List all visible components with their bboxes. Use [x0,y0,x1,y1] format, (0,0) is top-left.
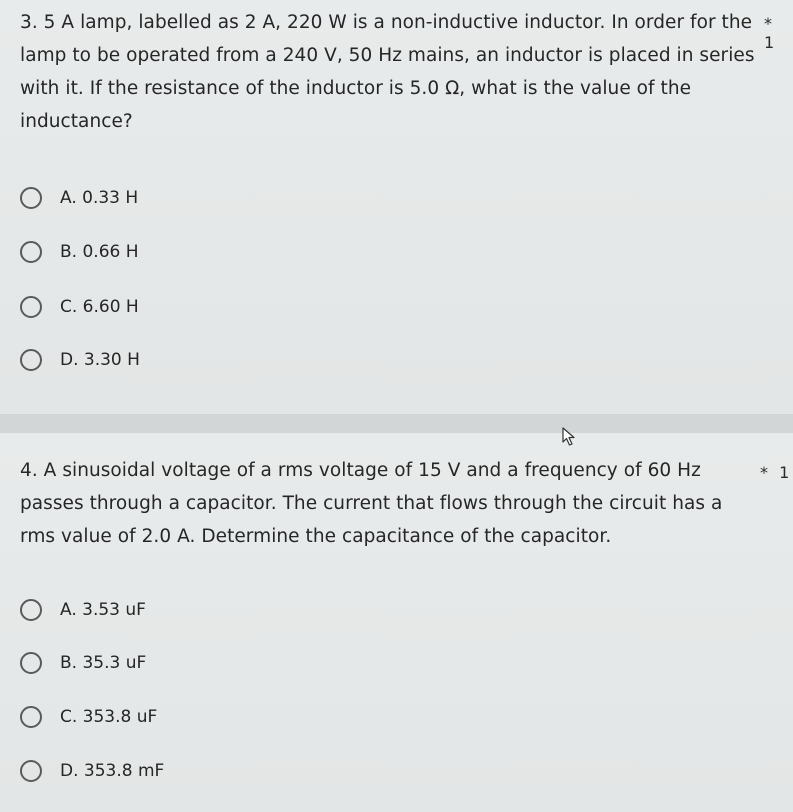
required-marker: * 1 [764,14,778,52]
q3-option-d[interactable] [20,343,140,377]
question-3-text: 3. 5 A lamp, labelled as 2 A, 220 W is a non-inductive inductor. In order for the lamp to be operated from a 240 V, 50 Hz mains, an inductor is placed in series with it. If the resistance of the inductor is 5.0 Ω, what is the value of the inductance? [20,12,755,132]
radio-button[interactable] [20,296,42,318]
q4-option-b[interactable] [20,646,146,680]
option-label: D. 353.8 mF [60,761,165,781]
q3-option-b[interactable] [20,235,139,269]
radio-button[interactable] [20,706,42,728]
q4-option-d[interactable] [20,754,164,788]
radio-button[interactable] [20,241,42,263]
radio-button[interactable] [20,652,42,674]
option-label: C. 353.8 uF [60,707,158,727]
required-marker: * 1 [760,463,793,482]
radio-button[interactable] [20,599,42,621]
question-4-text: 4. A sinusoidal voltage of a rms voltage of 15 V and a frequency of 60 Hz passes through a capacitor. The current that flows through the circuit has a rms value of 2.0 A. Determine the capacitance of the capacitor. [20,460,723,547]
radio-button[interactable] [20,187,42,209]
option-label: B. 35.3 uF [60,653,147,673]
q3-option-a[interactable] [20,181,138,215]
q4-option-c[interactable] [20,700,157,734]
option-label: C. 6.60 H [60,297,139,317]
q3-option-c[interactable] [20,290,139,324]
mouse-pointer-icon [562,427,576,447]
radio-button[interactable] [20,760,42,782]
option-label: A. 0.33 H [60,188,139,208]
question-card-4 [0,433,793,812]
option-label: B. 0.66 H [60,242,139,262]
option-label: A. 3.53 uF [60,600,146,620]
radio-button[interactable] [20,349,42,371]
q4-option-a[interactable] [20,593,146,627]
card-divider [0,414,793,433]
option-label: D. 3.30 H [60,350,140,370]
